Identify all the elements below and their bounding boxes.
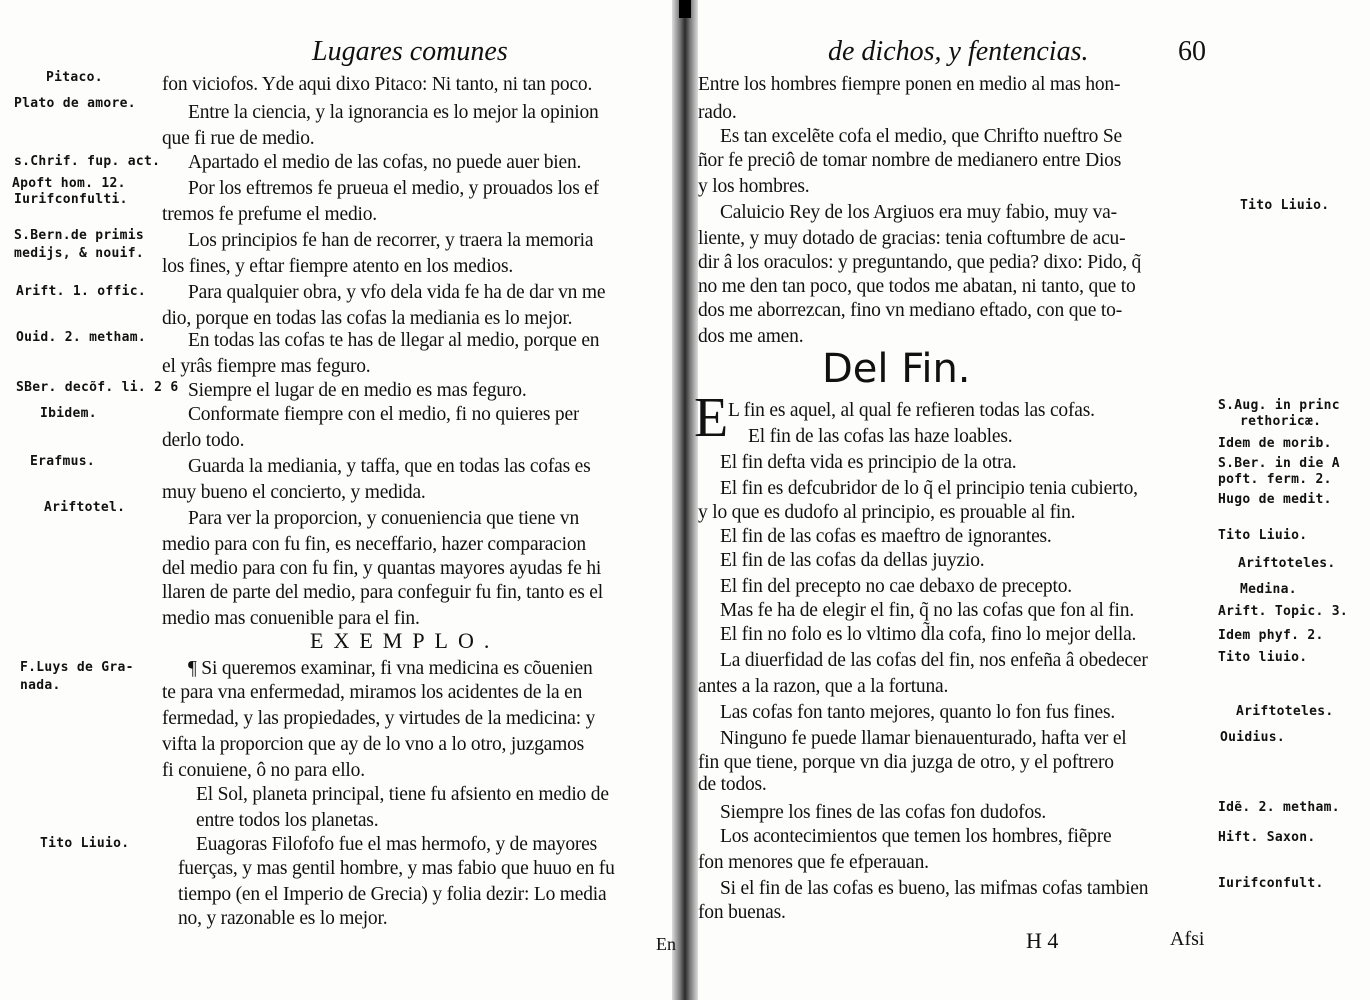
left-running-head: Lugares comunes	[312, 36, 508, 67]
left-margin-note: Apoft hom. 12.	[12, 176, 126, 191]
right-margin-note: Tito Liuio.	[1218, 528, 1308, 543]
fin-line: fon buenas.	[698, 902, 786, 923]
left-body-line: Apartado el medio de las cofas, no puede auer bien.	[188, 152, 582, 173]
left-body-line: En todas las cofas te has de llegar al medio, porque en	[188, 330, 600, 351]
right-margin-note: Hugo de medit.	[1218, 492, 1332, 507]
left-body-line: medio para con fu fin, es neceffario, hazer comparacion	[162, 534, 586, 555]
right-margin-note: Idem phyf. 2.	[1218, 628, 1324, 643]
right-body-line: ñor fe preciô de tomar nombre de medianero entre Dios	[698, 150, 1122, 171]
left-margin-note: Plato de amore.	[14, 96, 136, 111]
right-margin-note: Ariftoteles.	[1236, 704, 1334, 719]
left-margin-note: medijs, & nouif.	[14, 246, 145, 261]
left-body-line: Conformate fiempre con el medio, fi no quieres per	[188, 404, 580, 425]
fin-line: Las cofas fon tanto mejores, quanto lo fon fus fines.	[720, 702, 1116, 723]
left-body-line: Euagoras Filofofo fue el mas hermofo, y de mayores	[196, 834, 598, 855]
left-body-line: Siempre el lugar de en medio es mas feguro.	[188, 380, 527, 401]
right-margin-note: Idẽ. 2. metham.	[1218, 800, 1340, 815]
fin-line: El fin es defcubridor de lo q̃ el principio tenia cubierto,	[720, 478, 1138, 499]
right-margin-note: S.Aug. in princ	[1218, 398, 1340, 413]
fin-line: Los acontecimientos que temen los hombres, fiẽpre	[720, 826, 1112, 847]
left-margin-note: Erafmus.	[30, 454, 96, 469]
right-margin-note: Tito liuio.	[1218, 650, 1308, 665]
fin-line: antes a la razon, que a la fortuna.	[698, 676, 949, 697]
right-body-line: dos me amen.	[698, 326, 804, 347]
right-body-line: Entre los hombres fiempre ponen en medio al mas hon-	[698, 74, 1121, 95]
left-body-line: Guarda la mediania, y taffa, que en todas las cofas es	[188, 456, 591, 477]
right-margin-note: poft. ferm. 2.	[1218, 472, 1332, 487]
left-body-line: El Sol, planeta principal, tiene fu afsiento en medio de	[196, 784, 609, 805]
right-margin-note: Iurifconfult.	[1218, 876, 1324, 891]
left-margin-note: Tito Liuio.	[40, 836, 130, 851]
right-catchword: Afsi	[1170, 928, 1205, 950]
left-body-line: Por los eftremos fe prueua el medio, y prouados los ef	[188, 178, 600, 199]
right-margin-note: Tito Liuio.	[1240, 198, 1330, 213]
left-margin-note: Pitaco.	[46, 70, 103, 85]
left-body-line: Los principios fe han de recorrer, y traera la memoria	[188, 230, 594, 251]
fin-line: L fin es aquel, al qual fe refieren todas las cofas.	[728, 400, 1095, 421]
left-margin-note: SBer. decõf. li. 2 6	[16, 380, 179, 395]
left-margin-note: Ibidem.	[40, 406, 97, 421]
section-title: Del Fin.	[822, 346, 971, 392]
left-catchword: En	[656, 934, 676, 954]
right-margin-note: rethoricæ.	[1240, 414, 1322, 429]
fin-line: La diuerfidad de las cofas del fin, nos enfeña â obedecer	[720, 650, 1148, 671]
fin-line: El fin de las cofas es maeftro de ignorantes.	[720, 526, 1052, 547]
right-body-line: rado.	[698, 102, 737, 123]
fin-line: Ninguno fe puede llamar bienauenturado, hafta ver el	[720, 728, 1127, 749]
book-gutter	[672, 0, 698, 1000]
left-body-line: te para vna enfermedad, miramos los acidentes de la en	[162, 682, 583, 703]
fin-line: Mas fe ha de elegir el fin, q̃ no las cofas que fon al fin.	[720, 600, 1135, 621]
left-body-line: tremos fe prefume el medio.	[162, 204, 377, 225]
left-body-line: los fines, y eftar fiempre atento en los medios.	[162, 256, 514, 277]
right-margin-note: Idem de morib.	[1218, 436, 1332, 451]
fin-line: fin que tiene, porque vn dia juzga de otro, y el poftrero	[698, 752, 1114, 773]
gutter-mark	[679, 0, 691, 18]
left-body-line: vifta la proporcion que ay de lo vno a lo otro, juzgamos	[162, 734, 585, 755]
left-body-line: el yrâs fiempre mas feguro.	[162, 356, 371, 377]
fin-line: fon menores que fe efperauan.	[698, 852, 929, 873]
left-body-line: fermedad, y las propiedades, y virtudes de la medicina: y	[162, 708, 596, 729]
left-body-line: que fi rue de medio.	[162, 128, 315, 149]
right-margin-note: Medina.	[1240, 582, 1297, 597]
right-margin-note: S.Ber. in die A	[1218, 456, 1340, 471]
left-body-line: Para qualquier obra, y vfo dela vida fe ha de dar vn me	[188, 282, 606, 303]
left-margin-note: F.Luys de Gra-	[20, 660, 134, 675]
signature-mark: H 4	[1026, 928, 1059, 953]
left-body-line: tiempo (en el Imperio de Grecia) y folia dezir: Lo media	[178, 884, 607, 905]
left-margin-note: Iurifconfulti.	[14, 192, 128, 207]
fin-line: El fin defta vida es principio de la otra.	[720, 452, 1017, 473]
right-body-line: Caluicio Rey de los Argiuos era muy fabio, muy va-	[720, 202, 1117, 223]
right-margin-note: Hift. Saxon.	[1218, 830, 1316, 845]
left-margin-note: Arift. 1. offic.	[16, 284, 147, 299]
fin-line: de todos.	[698, 774, 767, 795]
right-body-line: dir â los oraculos: y preguntando, que pedia? dixo: Pido, q̃	[698, 252, 1142, 273]
left-margin-note: S.Bern.de primis	[14, 228, 145, 243]
right-margin-note: Arift. Topic. 3.	[1218, 604, 1349, 619]
left-body-line: Para ver la proporcion, y conueniencia que tiene vn	[188, 508, 580, 529]
left-margin-note: Ariftotel.	[44, 500, 126, 515]
left-body-line: muy bueno el concierto, y medida.	[162, 482, 426, 503]
drop-cap: E	[694, 387, 729, 449]
right-margin-note: Ariftoteles.	[1238, 556, 1336, 571]
left-margin-note: Ouid. 2. metham.	[16, 330, 147, 345]
left-body-line: medio mas conuenible para el fin.	[162, 608, 420, 629]
left-body-line: derlo todo.	[162, 430, 245, 451]
left-body-line: no, y razonable es lo mejor.	[178, 908, 388, 929]
left-body-line: fi conuiene, ô no para ello.	[162, 760, 365, 781]
fin-line: El fin de las cofas da dellas juyzio.	[720, 550, 985, 571]
left-body-line: ¶ Si queremos examinar, fi vna medicina es cõuenien	[188, 658, 593, 679]
left-margin-note: nada.	[20, 678, 61, 693]
left-body-line: del medio para con fu fin, y quantas mayores ayudas fe hi	[162, 558, 602, 579]
fin-line: El fin no folo es lo vltimo d̃la cofa, fino lo mejor della.	[720, 624, 1137, 645]
left-body-line: Entre la ciencia, y la ignorancia es lo mejor la opinion	[188, 102, 599, 123]
fin-line: Si el fin de las cofas es bueno, las mifmas cofas tambien	[720, 878, 1149, 899]
right-body-line: y los hombres.	[698, 176, 810, 197]
left-body-line: fuerças, y mas gentil hombre, y mas fabio que huuo en fu	[178, 858, 615, 879]
left-body-line: llaren de parte del medio, para confeguir fu fin, tanto es el	[162, 582, 603, 603]
left-margin-note: s.Chrif. fup. act.	[14, 154, 161, 169]
fin-line: Siempre los fines de las cofas fon dudofos.	[720, 802, 1047, 823]
left-body-line: dio, porque en todas las cofas la mediania es lo mejor.	[162, 308, 573, 329]
exemplo-heading: EXEMPLO.	[310, 628, 500, 653]
fin-line: El fin de las cofas las haze loables.	[748, 426, 1013, 447]
right-body-line: liente, y muy dotado de gracias: tenia coftumbre de acu-	[698, 228, 1126, 249]
right-body-line: Es tan excelẽte cofa el medio, que Chrifto nueftro Se	[720, 126, 1122, 147]
fin-line: y lo que es dudofo al principio, es prouable al fin.	[698, 502, 1076, 523]
right-body-line: no me den tan poco, que todos me abatan, ni tanto, que to	[698, 276, 1136, 297]
right-running-head: de dichos, y fentencias.	[828, 36, 1089, 67]
right-body-line: dos me aborrezcan, fino vn mediano eftado, con que to-	[698, 300, 1122, 321]
left-body-line: fon viciofos. Yde aqui dixo Pitaco: Ni tanto, ni tan poco.	[162, 74, 593, 95]
fin-line: El fin del precepto no cae debaxo de precepto.	[720, 576, 1072, 597]
folio-number: 60	[1178, 36, 1206, 67]
left-body-line: entre todos los planetas.	[196, 810, 379, 831]
right-margin-note: Ouidius.	[1220, 730, 1286, 745]
